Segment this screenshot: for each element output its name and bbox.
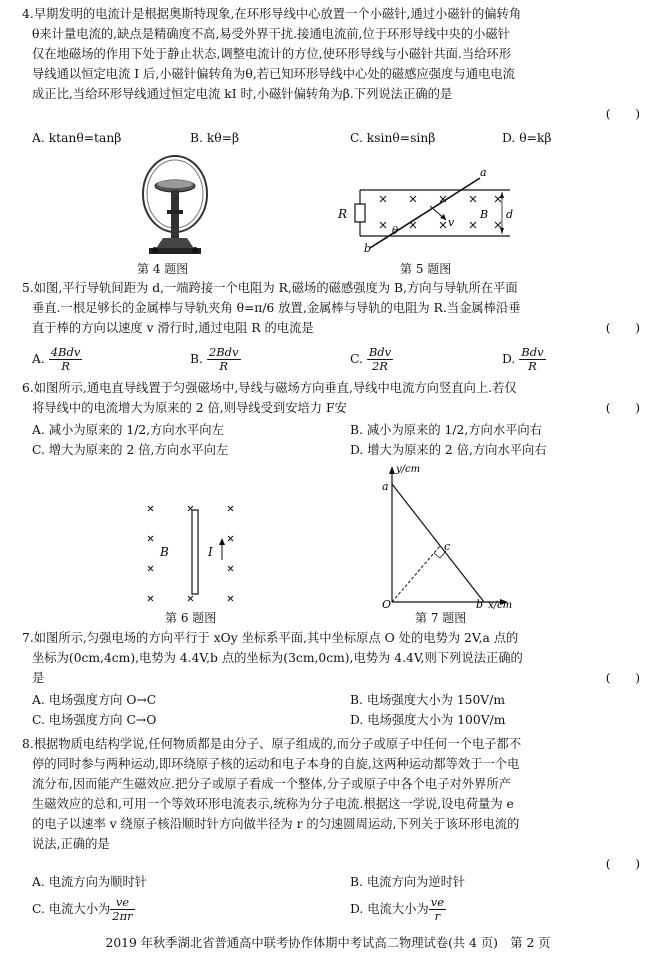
figure-7-coordinate-diagram xyxy=(376,462,516,610)
q4-line-1: 4.早期发明的电流计是根据奥斯特现象,在环形导线中心放置一个小磁针,通过小磁针的偏转角 xyxy=(22,7,522,21)
q8-option-c: C. 电流大小为 $\frac{ve}{2\pi r}$ xyxy=(32,895,133,923)
q8-option-a: A. 电流方向为顺时针 xyxy=(32,875,148,889)
fig5-label-d: d xyxy=(506,208,514,221)
q6-option-c: C. 增大为原来的 2 倍,方向水平向左 xyxy=(32,443,229,457)
q4-line-5: 成正比,当给环形导线通过恒定电流 kI 时,小磁针偏转角为β.下列说法正确的是 xyxy=(32,87,453,101)
q8-line-2: 停的同时参与两种运动,即环绕原子核的运动和电子本身的自旋,这两种运动都等效于一个电 xyxy=(32,757,520,771)
q4-line-3: 仅在地磁场的作用下处于静止状态,调整电流计的方位,使环形导线与小磁针共面.当给环形 xyxy=(32,47,512,61)
q5-line-2: 垂直.一根足够长的金属棒与导轨夹角 θ=π/6 放置,金属棒与导轨的电阻为 R.当金属棒沿垂 xyxy=(32,301,521,315)
figure-4-caption: 第 4 题图 xyxy=(137,262,189,276)
q5-option-a: A. $\frac{\text{4Bdv}}{R}$ xyxy=(32,345,81,373)
q8-line-3: 流分布,因而能产生磁效应.把分子或原子看成一个整体,分子或原子中各个电子对外界所产 xyxy=(32,777,512,791)
figure-4-galvanometer xyxy=(135,150,215,260)
q6-line-1: 6.如图所示,通电直导线置于匀强磁场中,导线与磁场方向垂直,导线中电流方向竖直向上.若仅 xyxy=(22,381,517,395)
q4-line-2: θ来计量电流的,缺点是精确度不高,易受外界干扰.接通电流前,位于环形导线中央的小磁针 xyxy=(32,27,511,41)
q6-answer-paren: ( ) xyxy=(605,401,640,415)
q5-line-1: 5.如图,平行导轨间距为 d,一端跨接一个电阻为 R,磁场的磁感强度为 B,方向与导轨所在平面 xyxy=(22,281,518,295)
q8-line-4: 生磁效应的总和,可用一个等效环形电流表示,统称为分子电流.根据这一学说,设电荷量为 e xyxy=(32,797,514,811)
q6-option-b: B. 减小为原来的 1/2,方向水平向右 xyxy=(350,423,543,437)
q5-option-d: D. $\frac{\text{Bdv}}{R}$ xyxy=(502,345,544,373)
q4-option-c: C. ksinθ=sinβ xyxy=(350,131,436,145)
fig7-label-o: O xyxy=(382,598,392,610)
fig5-label-r: R xyxy=(338,207,348,221)
q8-option-b: B. 电流方向为逆时针 xyxy=(350,875,466,889)
q8-line-5: 的电子以速率 v 绕原子核沿顺时针方向做半径为 r 的匀速圆周运动,下列关于该环形电流的 xyxy=(32,817,520,831)
q8-line-1: 8.根据物质电结构学说,任何物质都是由分子、原子组成的,而分子或原子中任何一个电子都不 xyxy=(22,737,522,751)
q4-option-a: A. ktanθ=tanβ xyxy=(32,131,122,145)
q7-option-d: D. 电场强度大小为 100V/m xyxy=(350,713,506,727)
page-footer: 2019 年秋季湖北省普通高中联考协作体期中考试高二物理试卷(共 4 页) 第 2 页 xyxy=(105,936,551,950)
q7-line-1: 7.如图所示,匀强电场的方向平行于 xOy 坐标系平面,其中坐标原点 O 处的电势为 2V,a 点的 xyxy=(22,631,519,645)
q8-answer-paren: ( ) xyxy=(605,857,640,871)
q7-option-c: C. 电场强度方向 C→O xyxy=(32,713,157,727)
q8-line-6: 说法,正确的是 xyxy=(32,837,110,851)
q6-option-d: D. 增大为原来的 2 倍,方向水平向右 xyxy=(350,443,547,457)
figure-5-caption: 第 5 题图 xyxy=(400,262,452,276)
fig5-label-bfield: B xyxy=(480,208,489,221)
q4-answer-paren: ( ) xyxy=(605,107,640,121)
q8-option-d: D. 电流大小为 $\frac{ve}{r}$ xyxy=(350,895,445,923)
fig6-label-b: B xyxy=(160,545,169,559)
fig5-label-theta: θ xyxy=(392,226,399,237)
fig5-label-v: v xyxy=(448,216,455,229)
q5-line-3: 直于棒的方向以速度 v 滑行时,通过电阻 R 的电流是 xyxy=(32,321,314,335)
figure-6-wire-in-field xyxy=(140,498,250,608)
fig6-label-i: I xyxy=(208,545,213,559)
fig7-label-b: b xyxy=(476,598,484,610)
q4-option-d: D. θ=kβ xyxy=(502,131,552,145)
q5-option-c: C. $\frac{\text{Bdv}}{2R}$ xyxy=(350,345,392,373)
fig5-label-a: a xyxy=(480,170,487,179)
figure-6-caption: 第 6 题图 xyxy=(165,611,217,625)
fig7-x-axis-label: x/cm xyxy=(488,600,513,610)
q7-line-3: 是 xyxy=(32,671,45,685)
q4-line-4: 导线通以恒定电流 I 后,小磁针偏转角为θ,若已知环形导线中心处的磁感应强度与通电电流 xyxy=(32,67,515,81)
figure-5-rails xyxy=(330,170,520,254)
fig7-y-axis-label: y/cm xyxy=(396,464,421,475)
q7-line-2: 坐标为(0cm,4cm),电势为 4.4V,b 点的坐标为(3cm,0cm),电势为 4.4V,则下列说法正确的 xyxy=(32,651,523,665)
fig7-label-a: a xyxy=(382,480,389,493)
q4-option-b: B. kθ=β xyxy=(190,131,240,145)
figure-7-caption: 第 7 题图 xyxy=(415,611,467,625)
q7-option-a: A. 电场强度方向 O→C xyxy=(32,693,157,707)
q7-option-b: B. 电场强度大小为 150V/m xyxy=(350,693,505,707)
fig5-label-b: b xyxy=(364,242,372,254)
q5-option-b: B. $\frac{\text{2Bdv}}{R}$ xyxy=(190,345,239,373)
q6-line-2: 将导线中的电流增大为原来的 2 倍,则导线受到安培力 F安 xyxy=(32,401,347,415)
q7-answer-paren: ( ) xyxy=(605,671,640,685)
q5-answer-paren: ( ) xyxy=(605,321,640,335)
fig7-label-c: c xyxy=(444,540,451,553)
q6-option-a: A. 减小为原来的 1/2,方向水平向左 xyxy=(32,423,224,437)
